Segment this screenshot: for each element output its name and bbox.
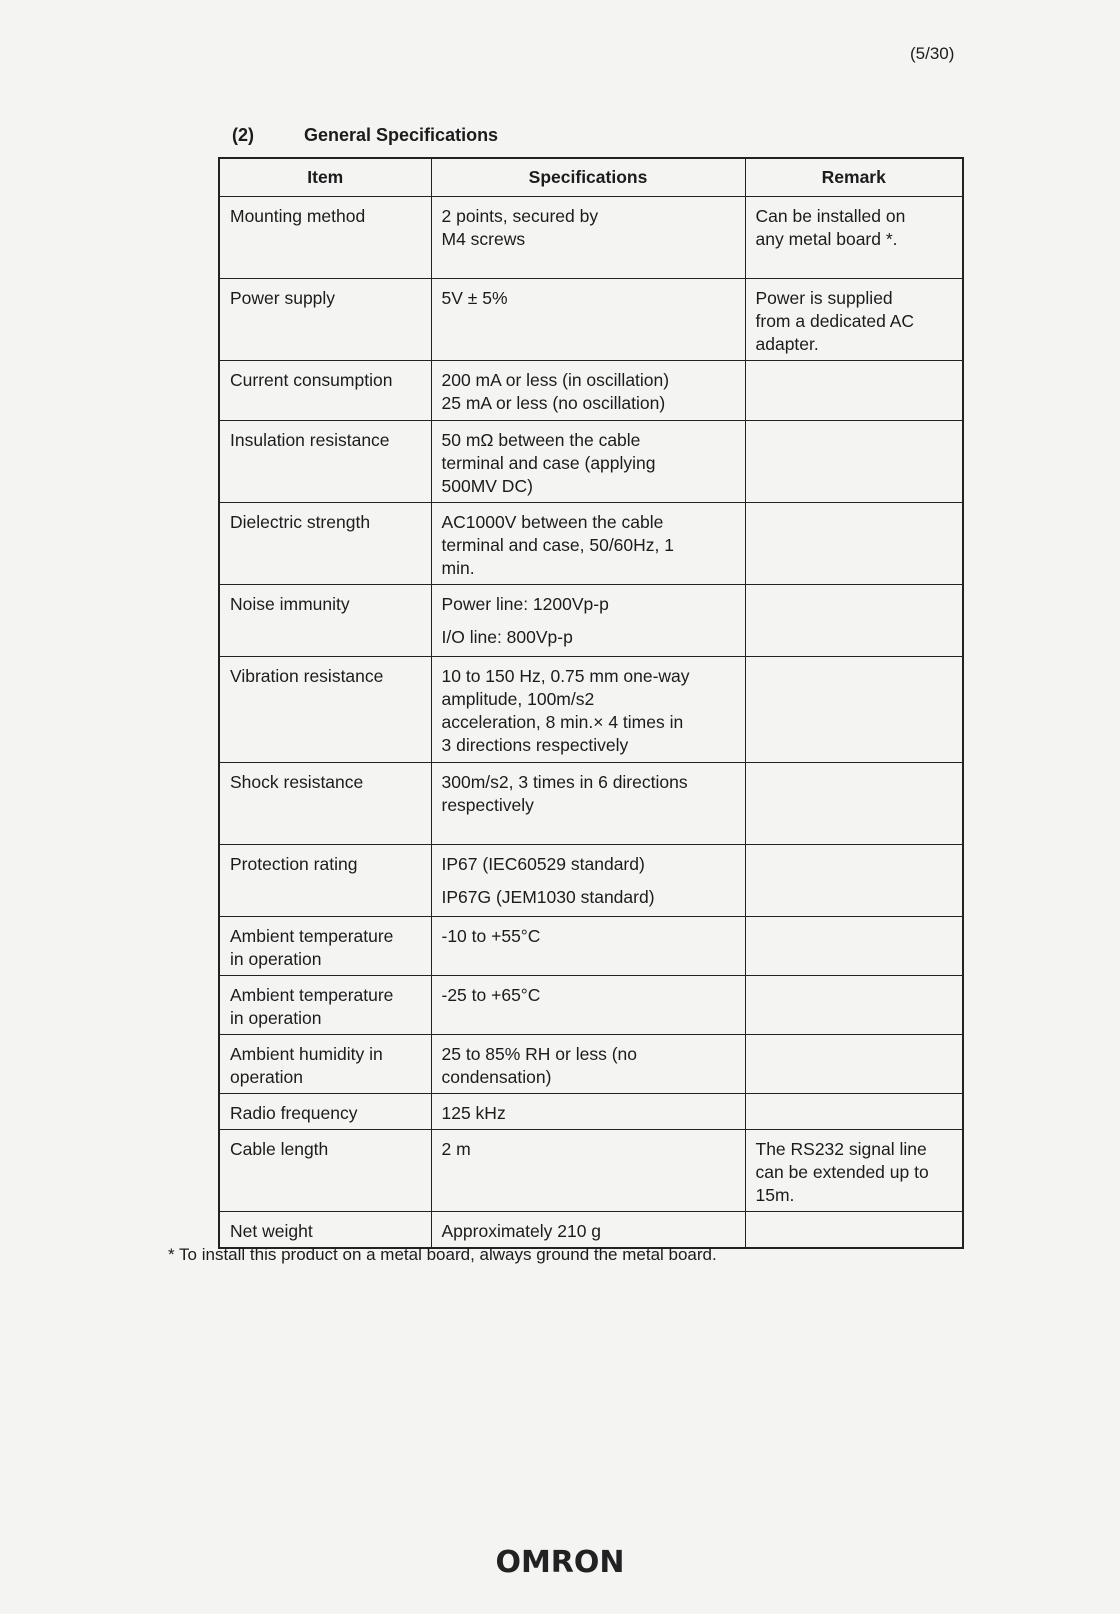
remark-cell	[745, 1034, 963, 1093]
spec-cell	[431, 844, 745, 916]
cell-line: M4 screws	[441, 228, 526, 249]
spec-cell	[431, 1211, 745, 1248]
cell-line: The RS232 signal line	[755, 1138, 927, 1159]
cell-line: Power supply	[230, 287, 336, 308]
section-heading	[232, 125, 498, 146]
cell-line: Power is supplied	[755, 287, 893, 308]
remark-cell	[745, 420, 963, 502]
remark-cell	[745, 1211, 963, 1248]
cell-line: IP67G (JEM1030 standard)	[441, 886, 655, 907]
spec-cell	[431, 584, 745, 656]
spec-cell	[431, 420, 745, 502]
cell-line: terminal and case, 50/60Hz, 1	[441, 534, 674, 555]
table-row	[219, 584, 963, 656]
cell-line: 2 points, secured by	[441, 205, 599, 226]
cell-line: Noise immunity	[230, 593, 350, 614]
table-row	[219, 502, 963, 584]
item-cell	[219, 360, 431, 420]
cell-line: acceleration, 8 min.× 4 times in	[441, 711, 684, 732]
cell-line: Power line: 1200Vp-p	[441, 593, 609, 614]
spec-cell	[431, 762, 745, 844]
page-number: (5/30)	[910, 44, 955, 63]
header-item: Item	[219, 158, 431, 196]
general-specifications-table	[218, 157, 964, 1249]
cell-line: operation	[230, 1066, 303, 1087]
cell-line: 2 m	[441, 1138, 471, 1159]
remark-cell	[745, 360, 963, 420]
spec-cell	[431, 1034, 745, 1093]
table-row	[219, 844, 963, 916]
cell-line: Ambient temperature	[230, 984, 394, 1005]
cell-line: 25 mA or less (no oscillation)	[441, 392, 666, 413]
cell-line: 500MV DC)	[441, 475, 533, 496]
spec-cell	[431, 1129, 745, 1211]
spec-cell	[431, 1093, 745, 1129]
item-cell	[219, 420, 431, 502]
spec-cell	[431, 975, 745, 1034]
cell-line: from a dedicated AC	[755, 310, 915, 331]
footnote: * To install this product on a metal board, always ground the metal board.	[168, 1245, 717, 1264]
cell-line: -25 to +65°C	[441, 984, 541, 1005]
table-row	[219, 278, 963, 360]
cell-line: Net weight	[230, 1220, 313, 1241]
item-cell	[219, 584, 431, 656]
remark-cell	[745, 196, 963, 278]
item-cell	[219, 975, 431, 1034]
cell-line: 3 directions respectively	[441, 734, 629, 755]
cell-line: condensation)	[441, 1066, 552, 1087]
item-cell	[219, 278, 431, 360]
table-row	[219, 1034, 963, 1093]
cell-line: 300m/s2, 3 times in 6 directions	[441, 771, 688, 792]
cell-line: in operation	[230, 948, 322, 969]
item-cell	[219, 1129, 431, 1211]
remark-cell	[745, 502, 963, 584]
header-specifications: Specifications	[431, 158, 745, 196]
cell-line: any metal board *.	[755, 228, 898, 249]
item-cell	[219, 1211, 431, 1248]
cell-line: 25 to 85% RH or less (no	[441, 1043, 638, 1064]
cell-line: 200 mA or less (in oscillation)	[441, 369, 670, 390]
item-cell	[219, 1034, 431, 1093]
remark-cell	[745, 656, 963, 762]
table-row	[219, 1093, 963, 1129]
remark-cell	[745, 584, 963, 656]
item-cell	[219, 762, 431, 844]
remark-cell	[745, 762, 963, 844]
cell-line: AC1000V between the cable	[441, 511, 664, 532]
cell-line: -10 to +55°C	[441, 925, 541, 946]
cell-line: Protection rating	[230, 853, 358, 874]
cell-line: 5V ± 5%	[441, 287, 508, 308]
section-number: (2)	[232, 125, 254, 145]
cell-line: Cable length	[230, 1138, 329, 1159]
remark-cell	[745, 1129, 963, 1211]
cell-line: Ambient temperature	[230, 925, 394, 946]
cell-line: adapter.	[755, 333, 819, 354]
item-cell	[219, 502, 431, 584]
spec-cell	[431, 502, 745, 584]
item-cell	[219, 656, 431, 762]
cell-line: Can be installed on	[755, 205, 906, 226]
cell-line: 15m.	[755, 1184, 795, 1205]
cell-line: respectively	[441, 794, 534, 815]
table-row	[219, 420, 963, 502]
cell-line: min.	[441, 557, 475, 578]
cell-line: Radio frequency	[230, 1102, 358, 1123]
table-row	[219, 1129, 963, 1211]
spec-cell	[431, 656, 745, 762]
cell-line: Shock resistance	[230, 771, 364, 792]
table-row	[219, 360, 963, 420]
cell-line: 10 to 150 Hz, 0.75 mm one-way	[441, 665, 690, 686]
cell-line: amplitude, 100m/s2	[441, 688, 595, 709]
spec-cell	[431, 916, 745, 975]
cell-line: can be extended up to	[755, 1161, 929, 1182]
remark-cell	[745, 1093, 963, 1129]
table-row	[219, 762, 963, 844]
table-row	[219, 975, 963, 1034]
section-title: General Specifications	[304, 125, 499, 145]
header-remark: Remark	[745, 158, 963, 196]
item-cell	[219, 916, 431, 975]
cell-line: Vibration resistance	[230, 665, 384, 686]
cell-line: Dielectric strength	[230, 511, 371, 532]
remark-cell	[745, 916, 963, 975]
spec-cell	[431, 278, 745, 360]
table-row	[219, 1211, 963, 1248]
remark-cell	[745, 975, 963, 1034]
cell-line: 50 mΩ between the cable	[441, 429, 641, 450]
table-header-row	[219, 158, 963, 196]
cell-line: in operation	[230, 1007, 322, 1028]
table-row	[219, 916, 963, 975]
table-row	[219, 656, 963, 762]
remark-cell	[745, 278, 963, 360]
spec-cell	[431, 196, 745, 278]
item-cell	[219, 1093, 431, 1129]
cell-line: 125 kHz	[441, 1102, 506, 1123]
cell-line: terminal and case (applying	[441, 452, 656, 473]
table-row	[219, 196, 963, 278]
omron-logo: OMRON	[495, 1545, 625, 1580]
cell-line: Mounting method	[230, 205, 366, 226]
cell-line: IP67 (IEC60529 standard)	[441, 853, 645, 874]
cell-line: I/O line: 800Vp-p	[441, 626, 573, 647]
item-cell	[219, 844, 431, 916]
item-cell	[219, 196, 431, 278]
remark-cell	[745, 844, 963, 916]
cell-line: Insulation resistance	[230, 429, 390, 450]
cell-line: Current consumption	[230, 369, 393, 390]
cell-line: Ambient humidity in	[230, 1043, 383, 1064]
spec-cell	[431, 360, 745, 420]
cell-line: Approximately 210 g	[441, 1220, 602, 1241]
